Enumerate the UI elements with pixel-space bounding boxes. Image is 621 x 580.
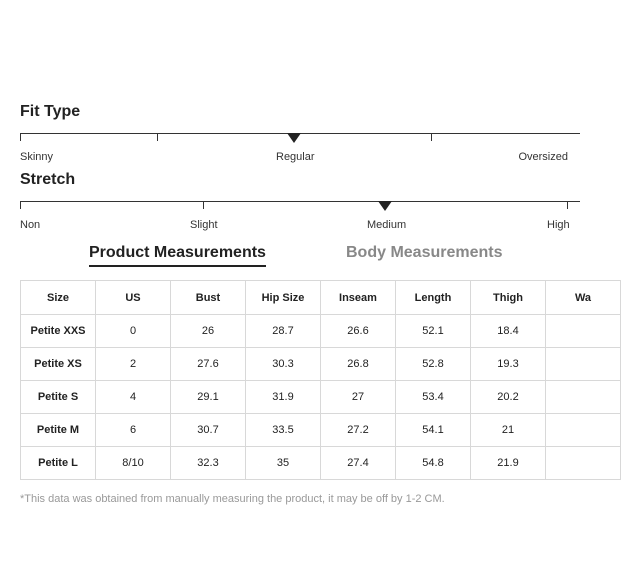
column-header: Inseam (321, 281, 396, 315)
table-cell: 18.4 (471, 315, 546, 348)
measurements-table (20, 280, 621, 480)
table-cell: 2 (96, 348, 171, 381)
measurement-disclaimer: *This data was obtained from manually measuring the product, it may be off by 1-2 CM. (20, 493, 445, 505)
table-cell (546, 348, 621, 381)
table-cell: 29.1 (171, 381, 246, 414)
table-row (21, 381, 621, 414)
table-cell: 26 (171, 315, 246, 348)
table-cell: 27 (321, 381, 396, 414)
stretch-label-non: Non (20, 219, 41, 231)
fit-type-title: Fit Type (20, 103, 81, 120)
table-cell: 8/10 (96, 447, 171, 480)
table-cell: 19.3 (471, 348, 546, 381)
column-header: Hip Size (246, 281, 321, 315)
table-cell: 30.3 (246, 348, 321, 381)
column-header: Thigh (471, 281, 546, 315)
table-row (21, 315, 621, 348)
table-cell: Petite S (21, 381, 96, 414)
table-row (21, 447, 621, 480)
column-header: Bust (171, 281, 246, 315)
fit-type-tick (20, 133, 21, 141)
stretch-tick (203, 201, 204, 209)
table-cell: 21.9 (471, 447, 546, 480)
fit-type-label-oversized: Oversized (518, 151, 568, 163)
column-header: Wa (546, 281, 621, 315)
measurement-tabs (0, 244, 580, 272)
fit-type-scale (20, 133, 580, 143)
table-row (21, 348, 621, 381)
fit-type-tick (431, 133, 432, 141)
table-cell: 30.7 (171, 414, 246, 447)
column-header: Size (21, 281, 96, 315)
measurements-table-container[interactable] (20, 280, 592, 483)
table-cell: 27.4 (321, 447, 396, 480)
fit-type-label-skinny: Skinny (20, 151, 54, 163)
table-cell (546, 315, 621, 348)
stretch-selected-marker (378, 201, 392, 211)
table-cell: 52.1 (396, 315, 471, 348)
table-cell: 0 (96, 315, 171, 348)
table-cell: 20.2 (471, 381, 546, 414)
column-header: US (96, 281, 171, 315)
table-cell: 53.4 (396, 381, 471, 414)
table-cell (546, 381, 621, 414)
column-header: Length (396, 281, 471, 315)
tab-body-measurements[interactable]: Body Measurements (346, 244, 503, 261)
table-cell: Petite L (21, 447, 96, 480)
table-cell (546, 447, 621, 480)
table-cell: 31.9 (246, 381, 321, 414)
stretch-title: Stretch (20, 171, 76, 188)
tab-product-measurements[interactable]: Product Measurements (89, 244, 266, 267)
table-cell: 35 (246, 447, 321, 480)
table-cell: 6 (96, 414, 171, 447)
table-cell: 26.8 (321, 348, 396, 381)
table-cell: 26.6 (321, 315, 396, 348)
fit-type-tick (157, 133, 158, 141)
table-cell: 33.5 (246, 414, 321, 447)
table-cell: Petite XXS (21, 315, 96, 348)
stretch-scale-line (20, 201, 580, 202)
stretch-label-high: High (547, 219, 570, 231)
table-cell: 4 (96, 381, 171, 414)
stretch-scale (20, 201, 580, 211)
stretch-tick (20, 201, 21, 209)
table-cell: 54.1 (396, 414, 471, 447)
fit-type-selected-marker (287, 133, 301, 143)
fit-type-label-regular: Regular (276, 151, 315, 163)
table-cell: 27.2 (321, 414, 396, 447)
table-cell: Petite M (21, 414, 96, 447)
stretch-label-slight: Slight (190, 219, 218, 231)
table-cell: 27.6 (171, 348, 246, 381)
table-row (21, 414, 621, 447)
stretch-label-medium: Medium (367, 219, 407, 231)
table-cell: 28.7 (246, 315, 321, 348)
table-cell: 32.3 (171, 447, 246, 480)
table-cell: 52.8 (396, 348, 471, 381)
table-header-row (21, 281, 621, 315)
table-cell (546, 414, 621, 447)
stretch-tick (567, 201, 568, 209)
table-cell: 54.8 (396, 447, 471, 480)
table-cell: Petite XS (21, 348, 96, 381)
table-cell: 21 (471, 414, 546, 447)
